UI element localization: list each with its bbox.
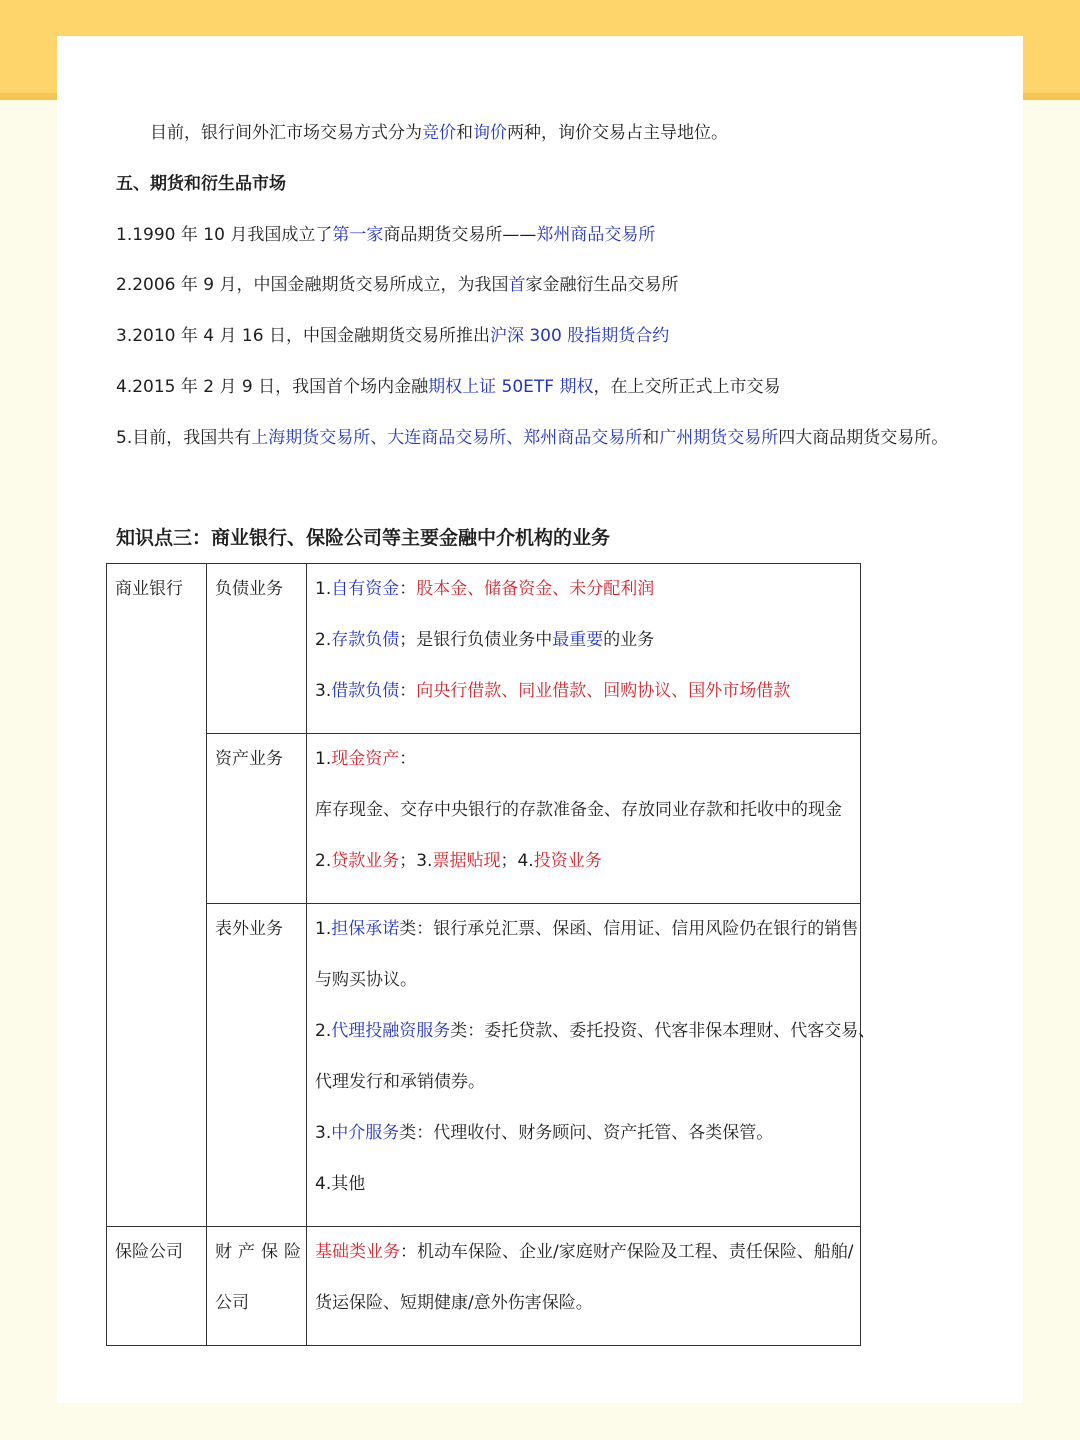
section5-item-1: 1.1990 年 10 月我国成立了第一家商品期货交易所——郑州商品交易所 [116, 225, 656, 245]
business-table [106, 563, 876, 1346]
asset-label-cell: 资产业务 [207, 734, 307, 904]
section5-item-4: 4.2015 年 2 月 9 日，我国首个场内金融期权上证 50ETF 期权，在上交所正式上市交易 [116, 377, 781, 397]
section5-item-2: 2.2006 年 9 月，中国金融期货交易所成立，为我国首家金融衍生品交易所 [116, 275, 679, 295]
section5-item-3: 3.2010 年 4 月 16 日，中国金融期货交易所推出沪深 300 股指期货合约 [116, 326, 670, 346]
table-row [107, 734, 861, 904]
knowledge3-heading: 知识点三：商业银行、保险公司等主要金融中介机构的业务 [116, 527, 611, 549]
section5-item-5: 5.目前，我国共有上海期货交易所、大连商品交易所、郑州商品交易所和广州期货交易所四大商品期货交易所。 [116, 428, 949, 448]
insurance-cell: 保险公司 [107, 1227, 207, 1346]
insurance-content-cell: 基础类业务：机动车保险、企业/家庭财产保险及工程、责任保险、船舶/ 货运保险、短期健康/意外伤害保险。 [307, 1227, 861, 1346]
liability-content-cell: 1.自有资金：股本金、储备资金、未分配利润 2.存款负债；是银行负债业务中最重要的业务 3.借款负债：向央行借款、同业借款、回购协议、国外市场借款 [307, 564, 861, 734]
section5-heading: 五、期货和衍生品市场 [116, 174, 286, 194]
asset-content-cell: 1.现金资产： 库存现金、交存中央银行的存款准备金、存放同业存款和托收中的现金 2.贷款业务；3.票据贴现；4.投资业务 [307, 734, 861, 904]
offbalance-content-cell: 1.担保承诺类：银行承兑汇票、保函、信用证、信用风险仍在银行的销售 与购买协议。 2.代理投融资服务类：委托贷款、委托投资、代客非保本理财、代客交易、 代理发行和承销债券。 3.中介服务类：代理收付、财务顾问、资产托管、各类保管。 4.其他 [307, 904, 861, 1227]
offbalance-label-cell: 表外业务 [207, 904, 307, 1227]
bank-cell: 商业银行 [107, 564, 207, 1227]
table-row [107, 904, 861, 1227]
liability-label-cell: 负债业务 [207, 564, 307, 734]
intro-paragraph: 目前，银行间外汇市场交易方式分为竞价和询价两种，询价交易占主导地位。 [150, 123, 728, 143]
table-row [107, 1227, 861, 1346]
insurance-type-cell: 财产保险 公司 [207, 1227, 307, 1346]
table-row [107, 564, 861, 734]
